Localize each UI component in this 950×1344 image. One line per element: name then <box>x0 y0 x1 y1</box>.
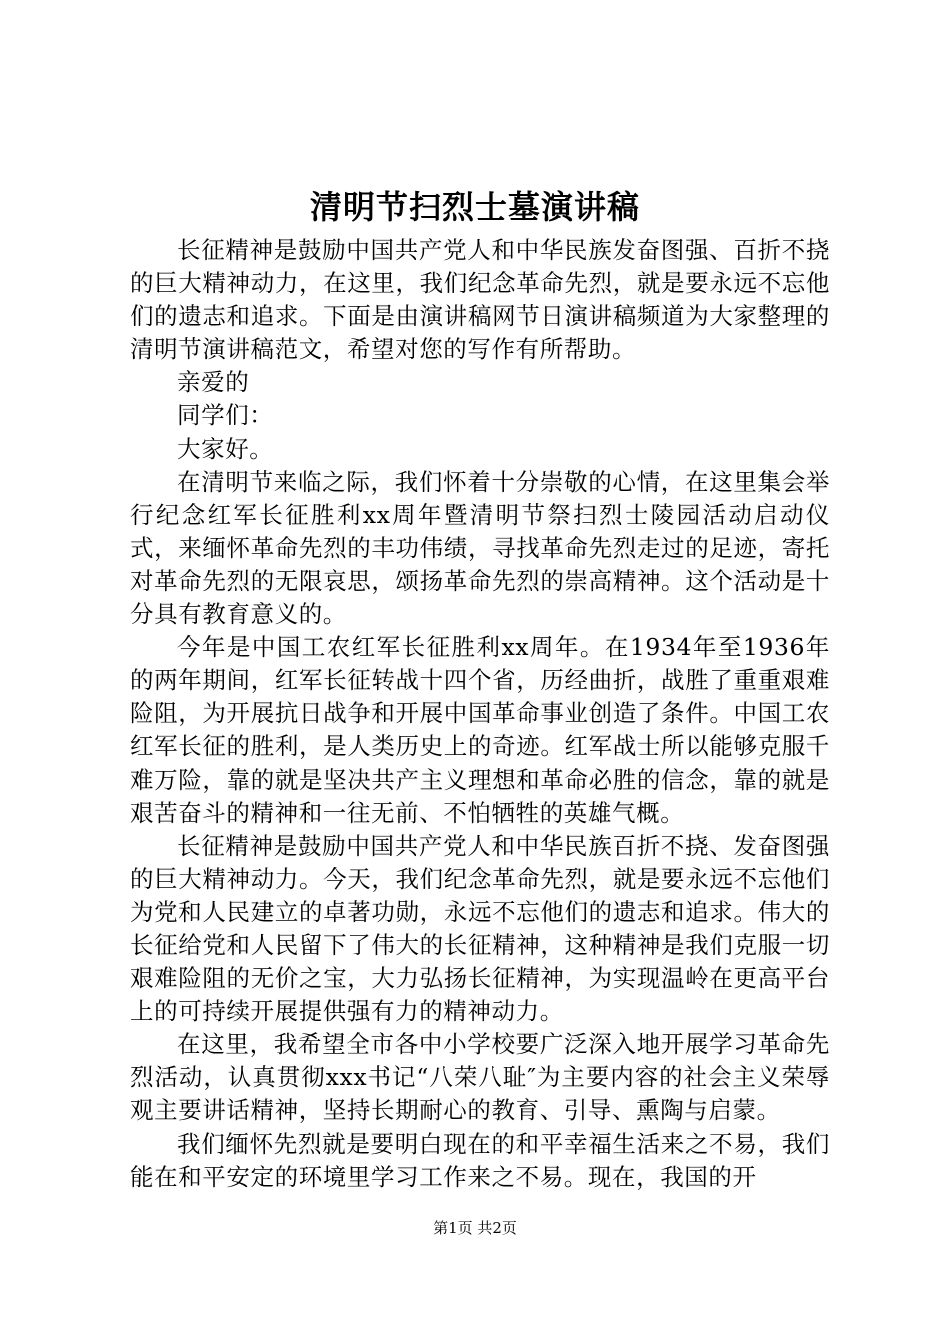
paragraph-greeting: 大家好。 <box>177 434 274 463</box>
paragraph-salutation-1: 亲爱的 <box>177 368 250 397</box>
paragraph-intro: 长征精神是鼓励中国共产党人和中华民族发奋图强、百折不挠的巨大精神动力，在这里，我们纪念革命先烈，就是要永远不忘他们的遗志和追求。下面是由演讲稿网节日演讲稿频道为大家整理的清明节演讲稿范文，希望对您的写作有所帮助。 <box>130 236 830 364</box>
paragraph-body: 长征精神是鼓励中国共产党人和中华民族百折不挠、发奋图强的巨大精神动力。今天，我们纪念革命先烈，就是要永远不忘他们为党和人民建立的卓著功勋，永远不忘他们的遗志和追求。伟大的长征给党和人民留下了伟大的长征精神，这种精神是我们克服一切艰难险阻的无价之宝，大力弘扬长征精神，为实现温岭在更高平台上的可持续开展提供强有力的精神动力。 <box>130 831 830 1026</box>
page-number-footer: 第1页 共2页 <box>433 1219 517 1237</box>
paragraph-body: 在这里，我希望全市各中小学校要广泛深入地开展学习革命先烈活动，认真贯彻xxx书记“八荣八耻″为主要内容的社会主义荣辱观主要讲话精神，坚持长期耐心的教育、引导、熏陶与启蒙。 <box>130 1030 830 1125</box>
paragraph-body: 我们缅怀先烈就是要明白现在的和平幸福生活来之不易，我们能在和平安定的环境里学习工作来之不易。现在，我国的开 <box>130 1129 830 1191</box>
document-body <box>130 234 830 1194</box>
document-title: 清明节扫烈士墓演讲稿 <box>309 188 640 226</box>
paragraph-body: 今年是中国工农红军长征胜利xx周年。在1934年至1936年的两年期间，红军长征转战十四个省，历经曲折，战胜了重重艰难险阻，为开展抗日战争和开展中国革命事业创造了条件。中国工农红军长征的胜利，是人类历史上的奇迹。红军战士所以能够克服千难万险，靠的就是坚决共产主义理想和革命必胜的信念，靠的就是艰苦奋斗的精神和一往无前、不怕牺牲的英雄气概。 <box>130 633 830 827</box>
paragraph-body: 在清明节来临之际，我们怀着十分崇敬的心情，在这里集会举行纪念红军长征胜利xx周年暨清明节祭扫烈士陵园活动启动仪式，来缅怀革命先烈的丰功伟绩，寻找革命先烈走过的足迹，寄托对革命先烈的无限哀思，颂扬革命先烈的崇高精神。这个活动是十分具有教育意义的。 <box>130 467 830 629</box>
paragraph-salutation-2: 同学们： <box>177 401 274 430</box>
